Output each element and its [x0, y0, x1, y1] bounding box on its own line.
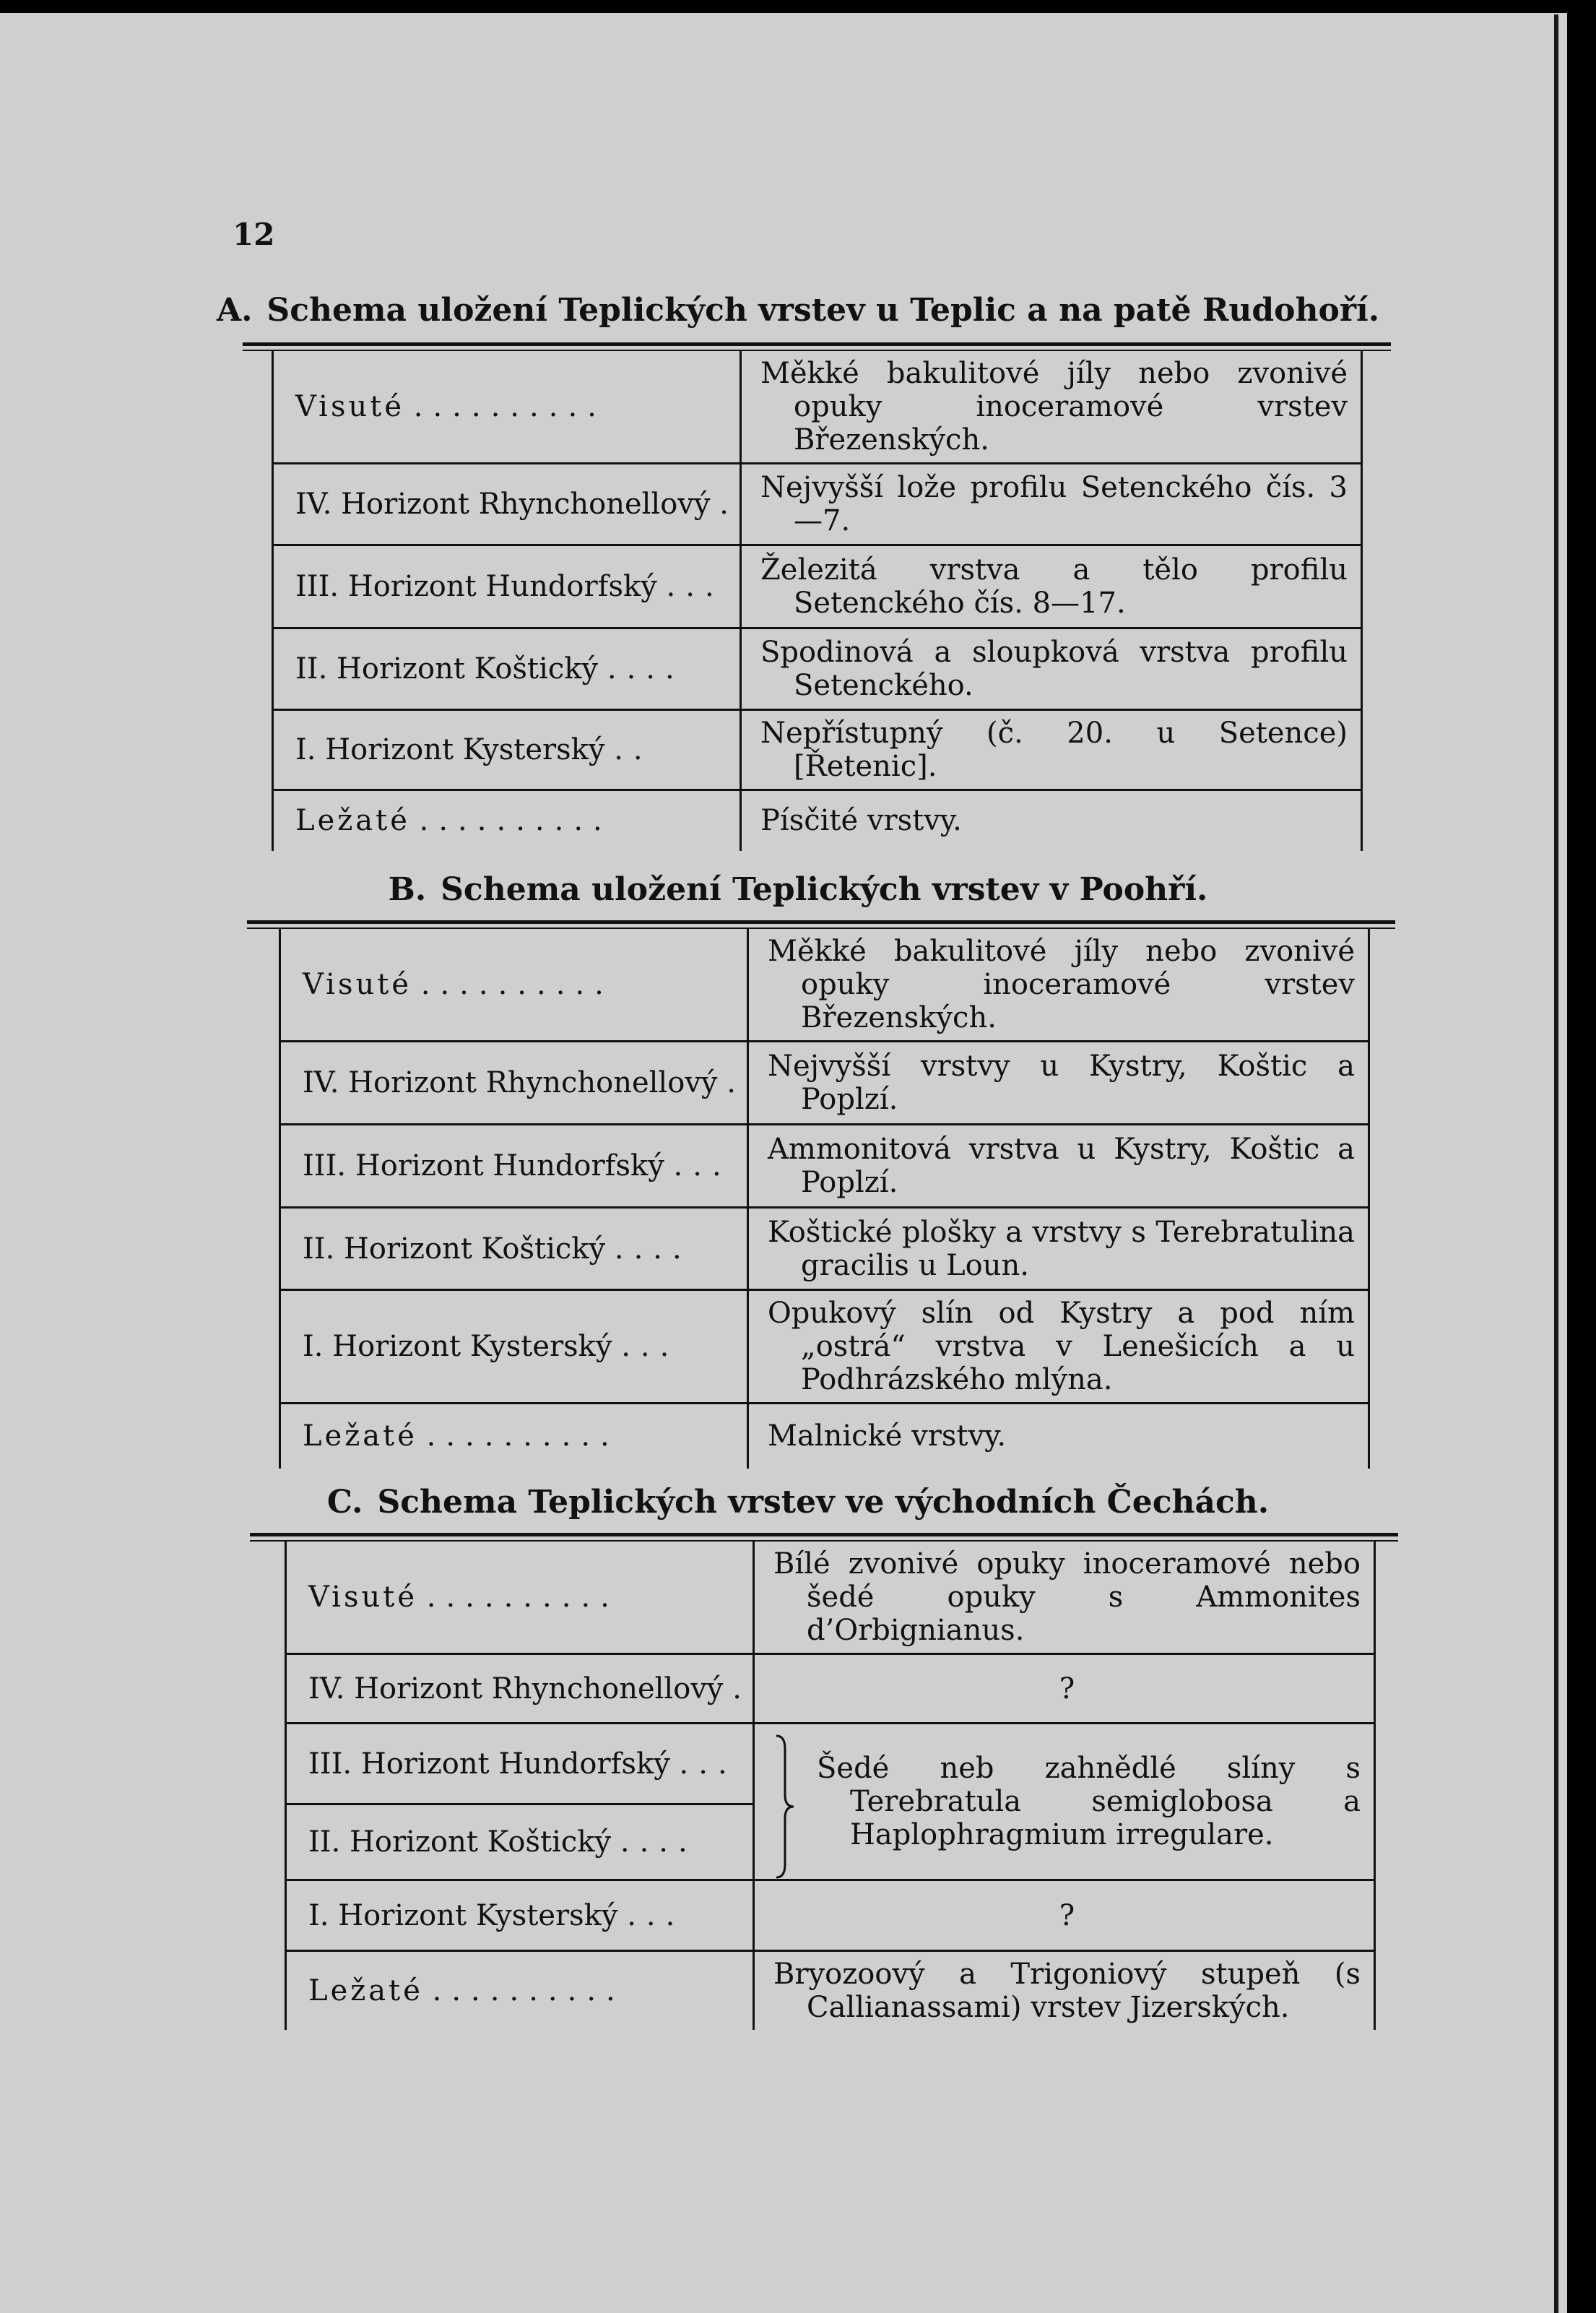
table-row [280, 1208, 1369, 1290]
table-c-top-rule [250, 1533, 1398, 1536]
stratum-name: Visuté .......... [286, 1542, 754, 1654]
table-a-top-rule [243, 342, 1391, 346]
stratum-name: Ležaté .......... [273, 790, 741, 851]
stratum-description: Nejvyšší lože profilu Setenckého čís. 3—7. [741, 464, 1362, 545]
table-row [273, 790, 1362, 851]
table-c-letter: C. [326, 1484, 363, 1521]
table-b-title [0, 871, 1596, 908]
stratum-description: ? [754, 1654, 1375, 1724]
stratum-description-merged: Šedé neb zahnědlé slíny s Terebratula semiglobosa a Haplophragmium irregulare. [754, 1724, 1375, 1880]
table-row [273, 464, 1362, 545]
stratum-name: IV. Horizont Rhynchonellový . [280, 1042, 748, 1125]
table-b-letter: B. [388, 871, 427, 908]
stratum-description: Měkké bakulitové jíly nebo zvonivé opuky inoceramové vrstev Březenských. [741, 351, 1362, 464]
stratum-name: Ležaté .......... [280, 1404, 748, 1469]
table-row [273, 628, 1362, 710]
table-row [280, 1290, 1369, 1404]
stratum-description: ? [754, 1880, 1375, 1951]
scan-border-right [1567, 0, 1596, 2313]
table-a [272, 351, 1363, 851]
table-c-title-text: Schema Teplických vrstev ve východních Čechách. [377, 1484, 1270, 1521]
stratum-description: Bílé zvonivé opuky inoceramové nebo šedé opuky s Ammonites d’Orbignianus. [754, 1542, 1375, 1654]
stratum-name: III. Horizont Hundorfský ... [286, 1724, 754, 1804]
stratum-description: Malnické vrstvy. [748, 1404, 1369, 1469]
table-row [273, 710, 1362, 790]
table-a-title [0, 292, 1596, 329]
table-row [286, 1951, 1375, 2031]
stratum-description: Bryozoový a Trigoniový stupeň (s Callianassami) vrstev Jizerských. [754, 1951, 1375, 2031]
stratum-description: Ammonitová vrstva u Kystry, Koštic a Poplzí. [748, 1125, 1369, 1208]
table-a-letter: A. [216, 292, 253, 329]
table-row [286, 1724, 1375, 1804]
table-b [279, 929, 1370, 1469]
table-row [286, 1542, 1375, 1654]
table-b-title-text: Schema uložení Teplických vrstev v Poohří. [441, 871, 1208, 908]
page-number: 12 [233, 217, 275, 252]
table-row [286, 1880, 1375, 1951]
stratum-description: Železitá vrstva a tělo profilu Setenckého čís. 8—17. [741, 545, 1362, 628]
table-row [280, 1404, 1369, 1469]
table-row [286, 1654, 1375, 1724]
table-row [280, 1042, 1369, 1125]
table-c [285, 1542, 1376, 2030]
stratum-name: II. Horizont Koštický .... [280, 1208, 748, 1290]
stratum-description: Měkké bakulitové jíly nebo zvonivé opuky inoceramové vrstev Březenských. [748, 929, 1369, 1042]
stratum-name: II. Horizont Koštický .... [286, 1804, 754, 1880]
stratum-name: Visuté .......... [280, 929, 748, 1042]
stratum-description: Spodinová a sloupková vrstva profilu Setenckého. [741, 628, 1362, 710]
stratum-description: Koštické plošky a vrstvy s Terebratulina gracilis u Loun. [748, 1208, 1369, 1290]
stratum-description: Nejvyšší vrstvy u Kystry, Koštic a Poplzí. [748, 1042, 1369, 1125]
stratum-name: III. Horizont Hundorfský ... [280, 1125, 748, 1208]
stratum-name: I. Horizont Kysterský .. [273, 710, 741, 790]
stratum-name: IV. Horizont Rhynchonellový . [286, 1654, 754, 1724]
table-a-title-text: Schema uložení Teplických vrstev u Teplic a na patě Rudohoří. [266, 292, 1380, 329]
stratum-name: I. Horizont Kysterský ... [280, 1290, 748, 1404]
table-c-title [0, 1484, 1596, 1521]
table-row [280, 1125, 1369, 1208]
stratum-name: Visuté .......... [273, 351, 741, 464]
stratum-description: Nepřístupný (č. 20. u Setence) [Řetenic]. [741, 710, 1362, 790]
stratum-description: Opukový slín od Kystry a pod ním „ostrá“ vrstva v Lenešicích a u Podhrázského mlýna. [748, 1290, 1369, 1404]
stratum-name: Ležaté .......... [286, 1951, 754, 2031]
scan-border-top [0, 0, 1596, 13]
stratum-name: II. Horizont Koštický .... [273, 628, 741, 710]
table-row [280, 929, 1369, 1042]
scan-border-line [1554, 14, 1558, 2313]
table-b-top-rule [247, 920, 1395, 924]
table-row [273, 351, 1362, 464]
stratum-name: III. Horizont Hundorfský ... [273, 545, 741, 628]
stratum-description: Písčité vrstvy. [741, 790, 1362, 851]
stratum-name: IV. Horizont Rhynchonellový . [273, 464, 741, 545]
table-row [273, 545, 1362, 628]
stratum-name: I. Horizont Kysterský ... [286, 1880, 754, 1951]
brace-icon [773, 1734, 795, 1879]
